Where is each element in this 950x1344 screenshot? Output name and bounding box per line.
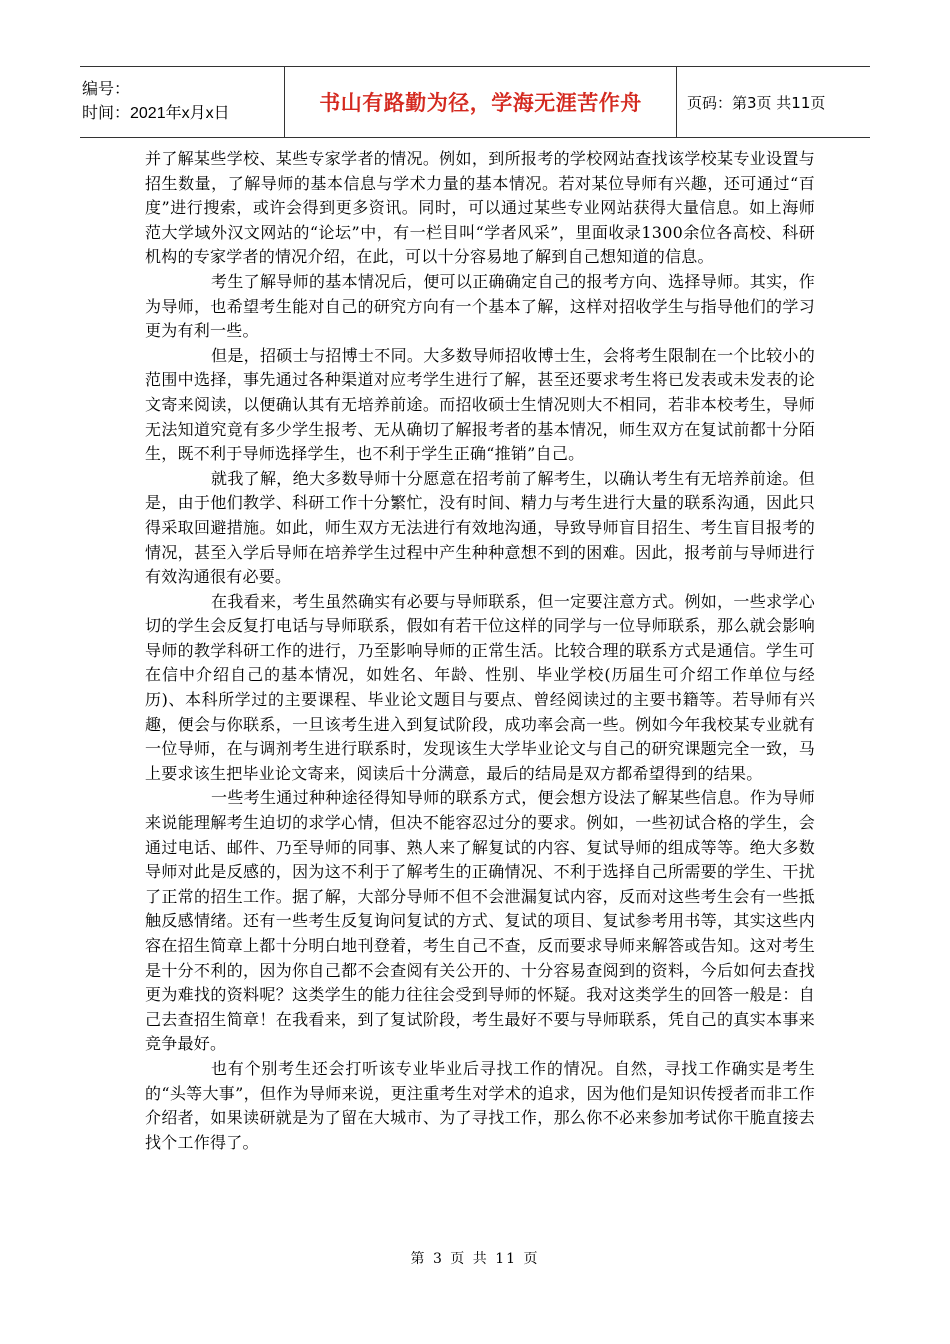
header-motto <box>285 67 677 137</box>
header-meta <box>80 67 285 137</box>
paragraph-1: 并了解某些学校、某些专家学者的情况。例如，到所报考的学校网站查找该学校某专业设置与招生数量，了解导师的基本信息与学术力量的基本情况。若对某位导师有兴趣，还可通过“百度”进行搜索，或许会得到更多资讯。同时，可以通过某些专业网站获得大量信息。如上海师范大学域外汉文网站的“论坛”中，有一栏目叫“学者风采”，里面收录1300余位各高校、科研机构的专家学者的情况介绍，在此，可以十分容易地了解到自己想知道的信息。 <box>145 149 815 267</box>
header-page-info <box>677 67 870 137</box>
document-body <box>145 147 815 1155</box>
document-time-label: 时间：2021年x月x日 <box>82 105 230 122</box>
paragraph-4: 就我了解，绝大多数导师十分愿意在招考前了解考生，以确认考生有无培养前途。但是，由于他们教学、科研工作十分繁忙，没有时间、精力与考生进行大量的联系沟通，因此只得采取回避措施。如此，师生双方无法进行有效地沟通，导致导师盲目招生、考生盲目报考的情况，甚至入学后导师在培养学生过程中产生种种意想不到的困难。因此，报考前与导师进行有效沟通很有必要。 <box>145 468 815 587</box>
page-info-text: 页码：第3页 共11页 <box>687 93 826 112</box>
paragraph-3: 但是，招硕士与招博士不同。大多数导师招收博士生，会将考生限制在一个比较小的范围中选择，事先通过各种渠道对应考学生进行了解，甚至还要求考生将已发表或未发表的论文寄来阅读，以便确认其有无培养前途。而招收硕士生情况则大不相同，若非本校考生，导师无法知道究竟有多少学生报考、无从确切了解报考者的基本情况，师生双方在复试前都十分陌生，既不利于导师选择学生，也不利于学生正确“推销”自己。 <box>145 345 815 464</box>
page-footer <box>0 1248 950 1268</box>
paragraph-6: 一些考生通过种种途径得知导师的联系方式，便会想方设法了解某些信息。作为导师来说能理解考生迫切的求学心情，但决不能容忍过分的要求。例如，一些初试合格的学生，会通过电话、邮件、乃至导师的同事、熟人来了解复试的内容、复试导师的组成等等。绝大多数导师对此是反感的，因为这不利于了解考生的正确情况、不利于选择自己所需要的学生、干扰了正常的招生工作。据了解，大部分导师不但不会泄漏复试内容，反而对这些考生会有一些抵触反感情绪。还有一些考生反复询问复试的方式、复试的项目、复试参考用书等，其实这些内容在招生简章上都十分明白地刊登着，考生自己不查，反而要求导师来解答或告知。这对考生是十分不利的，因为你自己都不会查阅有关公开的、十分容易查阅到的资料，今后如何去查找更为难找的资料呢？这类学生的能力往往会受到导师的怀疑。我对这类学生的回答一般是：自己去查招生简章！在我看来，到了复试阶段，考生最好不要与导师联系，凭自己的真实本事来竞争最好。 <box>145 788 815 1054</box>
paragraph-5: 在我看来，考生虽然确实有必要与导师联系，但一定要注意方式。例如，一些求学心切的学生会反复打电话与导师联系，假如有若干位这样的同学与一位导师联系，那么就会影响导师的教学科研工作的进行，乃至影响导师的正常生活。比较合理的联系方式是通信。学生可在信中介绍自己的基本情况，如姓名、年龄、性别、毕业学校(历届生可介绍工作单位与经历)、本科所学过的主要课程、毕业论文题目与要点、曾经阅读过的主要书籍等。若导师有兴趣，便会与你联系，一旦该考生进入到复试阶段，成功率会高一些。例如今年我校某专业就有一位导师，在与调剂考生进行联系时，发现该生大学毕业论文与自己的研究课题完全一致，马上要求该生把毕业论文寄来，阅读后十分满意，最后的结局是双方都希望得到的结果。 <box>145 591 815 783</box>
document-number-label: 编号： <box>82 81 131 98</box>
paragraph-2: 考生了解导师的基本情况后，便可以正确确定自己的报考方向、选择导师。其实，作为导师，也希望考生能对自己的研究方向有一个基本了解，这样对招收学生与指导他们的学习更为有利一些。 <box>145 271 815 341</box>
paragraph-7: 也有个别考生还会打听该专业毕业后寻找工作的情况。自然，寻找工作确实是考生的“头等大事”，但作为导师来说，更注重考生对学术的追求，因为他们是知识传授者而非工作介绍者，如果读研就是为了留在大城市、为了寻找工作，那么你不必来参加考试你干脆直接去找个工作得了。 <box>145 1058 815 1152</box>
motto-text: 书山有路勤为径，学海无涯苦作舟 <box>319 91 642 115</box>
page-header <box>80 66 870 138</box>
footer-page-number: 第 3 页 共 11 页 <box>410 1251 540 1267</box>
